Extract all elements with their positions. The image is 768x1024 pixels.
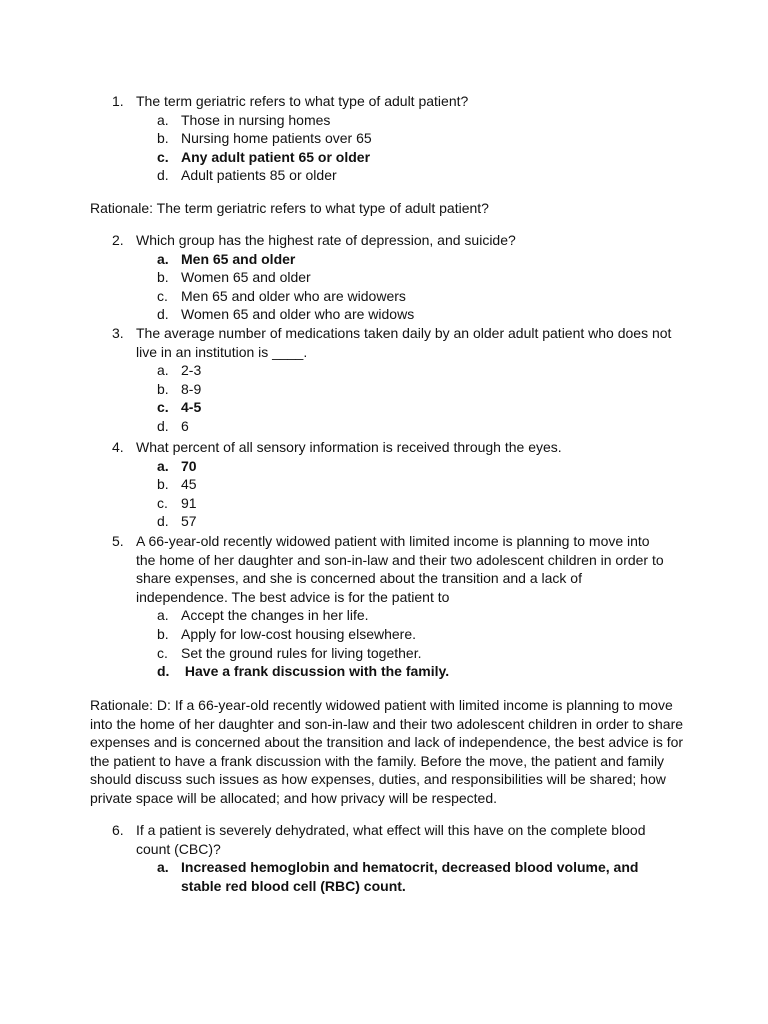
option-letter: d. bbox=[157, 167, 169, 184]
rationale-1: Rationale: The term geriatric refers to what type of adult patient? bbox=[90, 200, 489, 216]
question-number: 1. bbox=[112, 93, 124, 109]
answer-options bbox=[112, 858, 672, 895]
option-text: Those in nursing homes bbox=[181, 111, 331, 128]
option-letter: a. bbox=[157, 250, 169, 267]
question-5 bbox=[112, 532, 672, 681]
correct-answer-option bbox=[112, 398, 672, 417]
question-number: 6. bbox=[112, 822, 124, 838]
option-letter: d. bbox=[157, 306, 169, 323]
question-3 bbox=[112, 324, 672, 436]
question-text: The term geriatric refers to what type of adult patient? bbox=[136, 93, 469, 109]
question-number: 3. bbox=[112, 325, 124, 341]
answer-option bbox=[112, 417, 672, 436]
question-text: What percent of all sensory information is received through the eyes. bbox=[136, 439, 562, 455]
option-letter: b. bbox=[157, 380, 169, 397]
answer-options bbox=[112, 250, 672, 324]
option-letter: c. bbox=[157, 148, 169, 165]
option-text: Have a frank discussion with the family. bbox=[181, 663, 450, 680]
option-letter: c. bbox=[157, 287, 168, 304]
answer-option bbox=[112, 268, 672, 287]
question-text: The average number of medications taken daily by an older adult patient who does not live in an institution is ____. bbox=[136, 325, 672, 360]
option-text: 2-3 bbox=[181, 362, 202, 379]
question-1 bbox=[112, 92, 672, 185]
option-text: Accept the changes in her life. bbox=[181, 607, 369, 624]
option-text: 91 bbox=[181, 494, 197, 511]
question-number: 4. bbox=[112, 439, 124, 455]
correct-answer-option bbox=[112, 662, 672, 681]
answer-option bbox=[112, 494, 672, 513]
option-letter: b. bbox=[157, 269, 169, 286]
answer-options bbox=[112, 361, 672, 435]
question-6 bbox=[112, 821, 672, 895]
question-number: 2. bbox=[112, 232, 124, 248]
answer-option bbox=[112, 287, 672, 306]
correct-answer-option bbox=[112, 250, 672, 269]
option-text: 6 bbox=[181, 417, 189, 434]
option-letter: d. bbox=[157, 663, 170, 680]
option-letter: a. bbox=[157, 859, 169, 876]
option-letter: c. bbox=[157, 494, 168, 511]
option-text: 4-5 bbox=[181, 399, 202, 416]
option-text: Adult patients 85 or older bbox=[181, 167, 337, 184]
correct-answer-option bbox=[112, 148, 672, 167]
correct-answer-option bbox=[112, 858, 672, 895]
option-letter: b. bbox=[157, 476, 169, 493]
option-letter: c. bbox=[157, 399, 169, 416]
option-letter: d. bbox=[157, 513, 169, 530]
option-text: 57 bbox=[181, 513, 197, 530]
option-letter: a. bbox=[157, 362, 169, 379]
option-letter: d. bbox=[157, 417, 169, 434]
option-text: Men 65 and older who are widowers bbox=[181, 287, 406, 304]
answer-options bbox=[112, 606, 672, 680]
correct-answer-option bbox=[112, 457, 672, 476]
question-2 bbox=[112, 231, 672, 324]
answer-option bbox=[112, 111, 672, 130]
option-text: 45 bbox=[181, 476, 197, 493]
option-text: Apply for low-cost housing elsewhere. bbox=[181, 625, 417, 642]
option-text: Women 65 and older who are widows bbox=[181, 306, 415, 323]
option-letter: b. bbox=[157, 130, 169, 147]
answer-options bbox=[112, 111, 672, 185]
answer-option bbox=[112, 606, 672, 625]
option-text: Set the ground rules for living together. bbox=[181, 644, 422, 661]
option-letter: c. bbox=[157, 644, 168, 661]
answer-option bbox=[112, 644, 672, 663]
answer-option bbox=[112, 166, 672, 185]
question-text: A 66-year-old recently widowed patient with limited income is planning to move into the home of her daughter and son-in-law and their two adolescent children in order to share expenses, and she is concerned about the transition and a lack of independence. The best advice is for the patient to bbox=[136, 533, 664, 605]
answer-option bbox=[112, 305, 672, 324]
option-text: Increased hemoglobin and hematocrit, decreased blood volume, and stable red blood cell (RBC) count. bbox=[181, 859, 639, 894]
option-text: Nursing home patients over 65 bbox=[181, 130, 372, 147]
question-text: If a patient is severely dehydrated, what effect will this have on the complete blood count (CBC)? bbox=[136, 822, 646, 857]
rationale-5: Rationale: D: If a 66-year-old recently widowed patient with limited income is planning to move into the home of her daughter and son-in-law and their two adolescent children in order to share expenses and is concerned about the transition and lack of independence, the best advice is for the patient to have a frank discussion with the family. Before the move, the patient and family should discuss such issues as how expenses, duties, and responsibilities will be shared; how private space will be allocated; and how privacy will be respected. bbox=[90, 697, 684, 806]
option-text: Men 65 and older bbox=[181, 250, 296, 267]
answer-option bbox=[112, 361, 672, 380]
answer-options bbox=[112, 457, 672, 531]
answer-option bbox=[112, 625, 672, 644]
option-letter: a. bbox=[157, 457, 169, 474]
answer-option bbox=[112, 129, 672, 148]
option-letter: b. bbox=[157, 625, 169, 642]
question-number: 5. bbox=[112, 533, 124, 549]
option-text: Women 65 and older bbox=[181, 269, 311, 286]
option-text: 8-9 bbox=[181, 380, 202, 397]
option-text: 70 bbox=[181, 457, 197, 474]
question-4 bbox=[112, 438, 672, 531]
answer-option bbox=[112, 512, 672, 531]
option-letter: a. bbox=[157, 607, 169, 624]
question-text: Which group has the highest rate of depression, and suicide? bbox=[136, 232, 516, 248]
answer-option bbox=[112, 475, 672, 494]
option-letter: a. bbox=[157, 111, 169, 128]
option-text: Any adult patient 65 or older bbox=[181, 148, 371, 165]
answer-option bbox=[112, 380, 672, 399]
